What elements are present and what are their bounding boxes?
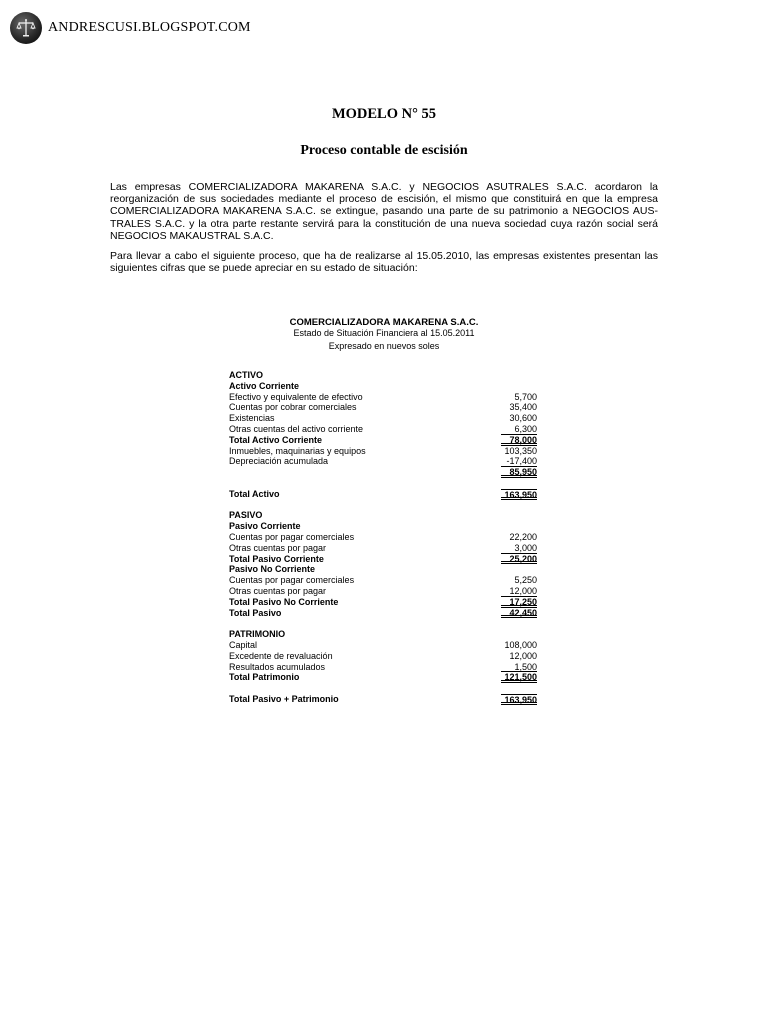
document-subtitle: Proceso contable de escisión — [300, 143, 468, 158]
document-title: MODELO N° 55 — [331, 106, 437, 122]
section-heading: ACTIVO — [229, 370, 264, 380]
total-row: Total Patrimonio 121,500 — [229, 672, 537, 683]
process-paragraph: Para llevar a cabo el siguiente proceso, que ha de realizarse al 15.05.2010, las empresas existentes presentan las siguientes cifras que se puede apreciar en su estado de situación: — [110, 250, 658, 275]
subsection-heading: Activo Corriente — [229, 380, 300, 391]
table-row: Otras cuentas por pagar 3,000 — [229, 542, 537, 553]
table-row: Efectivo y equivalente de efectivo 5,700 — [229, 391, 537, 402]
scales-of-justice-logo-icon — [10, 12, 42, 44]
table-row: Excedente de revaluación 12,000 — [229, 650, 537, 661]
subtotal-row: Total Pasivo Corriente 25,200 — [229, 553, 537, 564]
intro-paragraph: Las empresas COMERCIALIZADORA MAKARENA S.A.C. y NEGOCIOS ASUTRALES S.A.C. acordaron la reorganización de sus sociedades mediante el proceso de escisión, el mismo que constituirá en que la empresa COMERCIALIZADORA MAKARENA S.A.C. se extingue, pasando una parte de su patrimonio a NEGOCIOS AUS-TRALES S.A.C. y la otra parte restante servirá para la constitución de una nueva sociedad cuya razón social será NEGOCIOS MAKAUSTRAL S.A.C. — [110, 181, 658, 242]
spacer-row — [229, 500, 537, 511]
total-row: Total Pasivo 42,450 — [229, 607, 537, 618]
spacer-row — [229, 478, 537, 489]
table-row: Inmuebles, maquinarias y equipos 103,350 — [229, 445, 537, 456]
table-row: Existencias 30,600 — [229, 413, 537, 424]
site-name[interactable]: ANDRESCUSI.BLOGSPOT.COM — [48, 20, 251, 35]
statement-currency-note: Expresado en nuevos soles — [328, 341, 440, 351]
table-row: Cuentas por pagar comerciales 5,250 — [229, 575, 537, 586]
grand-total-row: Total Pasivo + Patrimonio 163,950 — [229, 693, 537, 705]
table-row: Cuentas por cobrar comerciales 35,400 — [229, 402, 537, 413]
statement-title: Estado de Situación Financiera al 15.05.2011 — [293, 328, 475, 338]
section-heading: PASIVO — [229, 510, 263, 521]
table-row: Otras cuentas por pagar 12,000 — [229, 585, 537, 596]
site-header — [10, 12, 251, 44]
subsection-heading: Pasivo Corriente — [229, 521, 301, 532]
subtotal-row: Total Activo Corriente 78,000 — [229, 434, 537, 445]
table-row: Otras cuentas del activo corriente 6,300 — [229, 423, 537, 434]
table-row: Capital 108,000 — [229, 639, 537, 650]
table-row: Depreciación acumulada -17,400 — [229, 456, 537, 467]
spacer-row — [229, 618, 537, 629]
total-row: Total Activo 163,950 — [229, 488, 537, 500]
subtotal-row: Total Pasivo No Corriente 17,250 — [229, 596, 537, 607]
spacer-row — [229, 683, 537, 694]
balance-sheet-table — [229, 370, 537, 705]
table-row: Resultados acumulados 1,500 — [229, 661, 537, 672]
section-heading: PATRIMONIO — [229, 629, 286, 640]
subsection-heading: Pasivo No Corriente — [229, 564, 316, 575]
table-row: Cuentas por pagar comerciales 22,200 — [229, 531, 537, 542]
subtotal-row: 85,950 — [229, 467, 537, 478]
statement-company: COMERCIALIZADORA MAKARENA S.A.C. — [289, 317, 479, 328]
